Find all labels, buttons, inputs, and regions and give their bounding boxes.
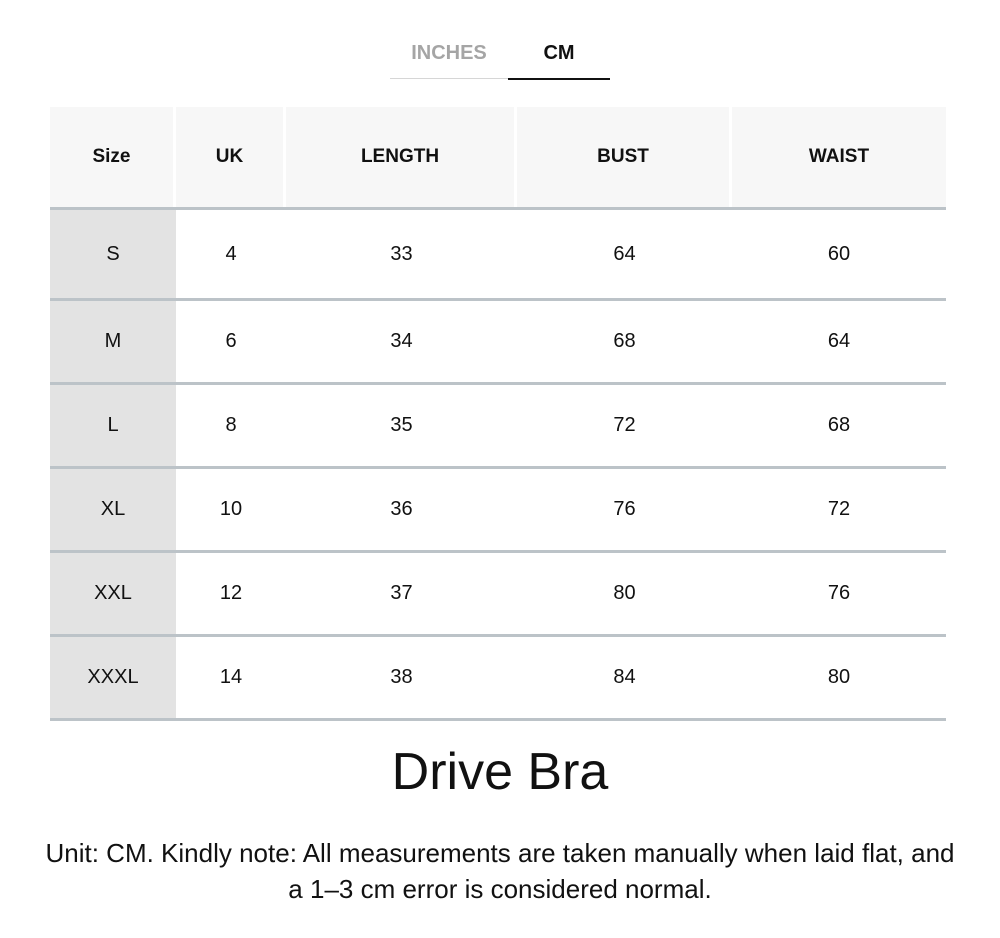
cell-length: 35 <box>390 414 413 436</box>
cell-bust: 64 <box>613 242 636 265</box>
cell-uk: 14 <box>219 666 243 688</box>
cell-waist: 80 <box>827 666 851 688</box>
cell-uk: 10 <box>219 498 243 520</box>
cell-bust: 72 <box>613 414 636 436</box>
cell-waist: 68 <box>827 414 851 436</box>
table-header-row <box>50 107 946 210</box>
cell-size: XXL <box>50 553 176 634</box>
cell-length: 34 <box>390 330 413 352</box>
header-length: LENGTH <box>286 107 517 207</box>
cell-length: 38 <box>390 666 413 688</box>
header-size: Size <box>50 107 176 207</box>
cell-size: S <box>50 210 176 298</box>
cell-waist: 72 <box>827 498 851 520</box>
cell-bust: 68 <box>613 330 636 352</box>
table-row <box>50 469 946 553</box>
table-row <box>50 301 946 385</box>
cell-bust: 84 <box>613 666 636 688</box>
table-row <box>50 385 946 469</box>
cell-length: 36 <box>390 498 413 520</box>
cell-bust: 80 <box>613 582 636 604</box>
cell-uk: 8 <box>225 414 237 436</box>
tab-inches[interactable]: INCHES <box>390 38 508 79</box>
measurement-note: Unit: CM. Kindly note: All measurements are taken manually when laid flat, and a 1–3 cm error is considered normal. <box>45 838 955 904</box>
tab-cm[interactable]: CM <box>508 38 610 80</box>
cell-size: XXXL <box>50 637 176 718</box>
cell-waist: 60 <box>827 242 851 265</box>
cell-waist: 76 <box>827 582 851 604</box>
cell-size: XL <box>50 469 176 550</box>
cell-waist: 64 <box>827 330 851 352</box>
cell-length: 37 <box>390 582 413 604</box>
cell-length: 33 <box>390 242 413 265</box>
table-row <box>50 553 946 637</box>
cell-uk: 12 <box>219 582 243 604</box>
header-waist: WAIST <box>808 146 870 167</box>
header-bust: BUST <box>517 107 732 207</box>
cell-size: M <box>50 301 176 382</box>
cell-uk: 6 <box>225 330 237 352</box>
cell-bust: 76 <box>613 498 636 520</box>
cell-size: L <box>50 385 176 466</box>
cell-uk: 4 <box>225 242 237 265</box>
product-title: Drive Bra <box>391 743 609 801</box>
size-chart-table <box>50 107 946 721</box>
unit-tabs <box>390 38 610 80</box>
table-row <box>50 637 946 721</box>
table-row <box>50 210 946 301</box>
header-uk: UK <box>176 107 286 207</box>
